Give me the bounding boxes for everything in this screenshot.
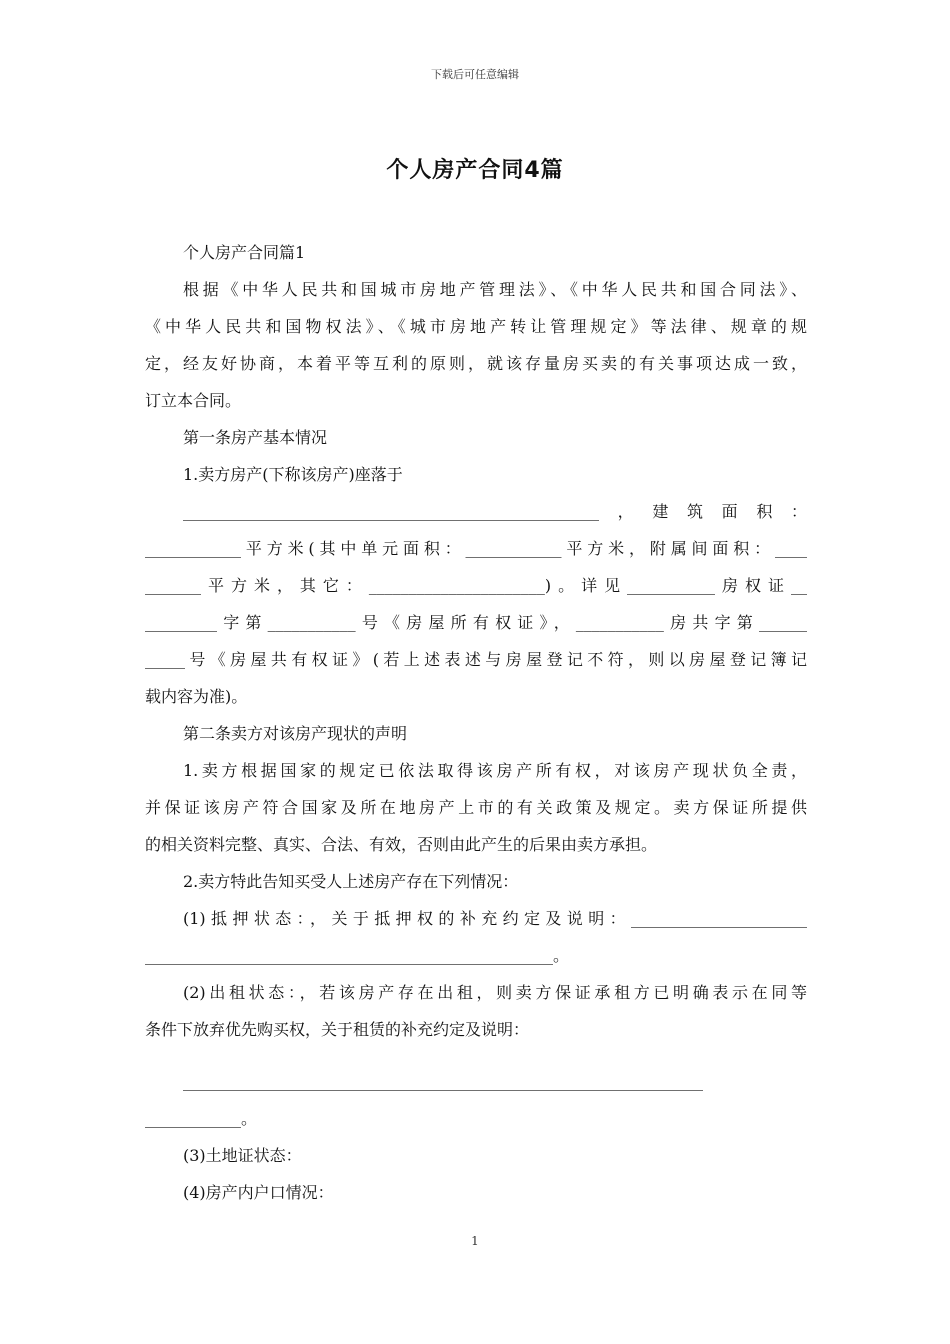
fill-in-line: ___________________________________________________。 <box>145 946 570 965</box>
fill-in-line: _________________________________________________________________ <box>183 1072 703 1091</box>
paragraph-line: (4)房产内户口情况： <box>183 1183 334 1202</box>
paragraph-line: (3)土地证状态： <box>183 1146 302 1165</box>
paragraph-line: 2.卖方特此告知买受人上述房产存在下列情况： <box>183 872 519 891</box>
fill-in-line: ____________________________________________________，建筑面积： <box>183 502 807 521</box>
page-header: 下载后可任意编辑 <box>431 68 519 81</box>
fill-in-line: _____号《房屋共有权证》(若上述表述与房屋登记不符，则以房屋登记簿记 <box>145 650 807 669</box>
spacer <box>145 1048 807 1063</box>
document-title: 个人房产合同4篇 <box>386 158 564 183</box>
paragraph-line: 条件下放弃优先购买权，关于租赁的补充约定及说明： <box>145 1020 530 1039</box>
paragraph-line: 《中华人民共和国物权法》、《城市房地产转让管理规定》等法律、规章的规 <box>145 317 807 336</box>
paragraph-line: (2)出租状态：，若该房产存在出租，则卖方保证承租方已明确表示在同等 <box>183 983 807 1002</box>
article-heading: 第二条卖方对该房产现状的声明 <box>183 724 408 743</box>
document-body <box>145 234 807 1211</box>
paragraph-line: 定，经友好协商，本着平等互利的原则，就该存量房买卖的有关事项达成一致， <box>145 354 807 373</box>
fill-in-line: ____________平方米(其中单元面积：____________平方米，附属间面积：____ <box>145 539 807 558</box>
article-heading: 第一条房产基本情况 <box>183 428 328 447</box>
fill-in-line: ____________。 <box>145 1109 258 1128</box>
fill-in-line: _________字第___________号《房屋所有权证》，___________房共字第______ <box>145 613 807 632</box>
paragraph-line: 1.卖方根据国家的规定已依法取得该房产所有权，对该房产现状负全责， <box>183 761 807 780</box>
paragraph-line: 订立本合同。 <box>145 391 242 410</box>
paragraph-line: 根据《中华人民共和国城市房地产管理法》、《中华人民共和国合同法》、 <box>183 280 807 299</box>
section-heading: 个人房产合同篇1 <box>183 243 306 262</box>
paragraph-line: 1.卖方房产(下称该房产)座落于 <box>183 465 403 484</box>
paragraph-line: 的相关资料完整、真实、合法、有效，否则由此产生的后果由卖方承担。 <box>145 835 658 854</box>
fill-in-line: (1)抵押状态：，关于抵押权的补充约定及说明：______________________ <box>183 909 807 928</box>
paragraph-line: 载内容为准)。 <box>145 687 248 706</box>
fill-in-line: _______平方米，其它：______________________)。详见___________房权证__ <box>145 576 807 595</box>
paragraph-line: 并保证该房产符合国家及所在地房产上市的有关政策及规定。卖方保证所提供 <box>145 798 807 817</box>
page-number: 1 <box>471 1234 479 1248</box>
